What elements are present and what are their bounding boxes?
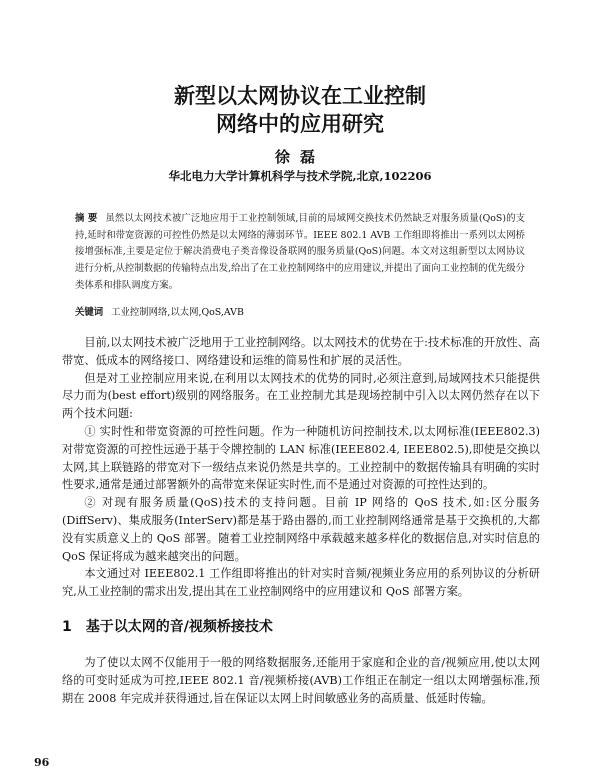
body-paragraph: 目前,以太网技术被广泛地用于工业控制网络。以太网技术的优势在于:技术标准的开放性、高带宽、低成本的网络接口、网络建设和运维的简易性和扩展的灵活性。 xyxy=(62,336,540,367)
section-number: 1 xyxy=(62,619,72,635)
abstract-text: 虽然以太网技术被广泛地应用于工业控制领域,目前的局域网交换技术仍然缺乏对服务质量(QoS)的支持,延时和带宽资源的可控性仍然是以太网络的薄弱环节。IEEE 802.1 AVB 工作组即将推出一系列以太网桥接增强标准,主要是定位于解决消费电子类音像设备联网的服务质量(QoS)问题。本文对这组新型以太网协议进行分析,从控制数据的传输特点出发,给出了在工业控制网络中的应用建议,并提出了面向工业控制的优先级分类体系和排队调度方案。 xyxy=(75,213,525,291)
body-paragraph: ② 对现有服务质量(QoS)技术的支持问题。目前 IP 网络的 QoS 技术,如:区分服务(DiffServ)、集成服务(InterServ)都是基于路由器的,而工业控制网络通常是基于交换机的,大都没有实质意义上的 QoS 部署。随着工业控制网络中承载越来越多样化的数据信息,对实时信息的 QoS 保证将成为越来越突出的问题。 xyxy=(62,496,540,563)
page-number: 96 xyxy=(34,756,50,769)
keywords-text: 工业控制网络,以太网,QoS,AVB xyxy=(111,307,244,318)
title-line-2: 网络中的应用研究 xyxy=(216,112,384,136)
body-paragraph: 为了使以太网不仅能用于一般的网络数据服务,还能用于家庭和企业的音/视频应用,使以太网络的可变时延成为可控,IEEE 802.1 音/视频桥接(AVB)工作组正在制定一组以太网增强标准,预期在 2008 年完成并获得通过,旨在保证以太网上时间敏感业务的高质量、低延时传输。 xyxy=(62,656,540,705)
affiliation: 华北电力大学计算机科学与技术学院,北京,102206 xyxy=(168,169,432,183)
keywords-label: 关键词 xyxy=(75,307,104,318)
body-paragraph: ① 实时性和带宽资源的可控性问题。作为一种随机访问控制技术,以太网标准(IEEE802.3)对带宽资源的可控性远逊于基于令牌控制的 LAN 标准(IEEE802.4, IEEE802.5),即使是交换以太网,其上联链路的带宽对下一级结点来说仍然是共享的。工业控制中的数据传输具有明确的实时性要求,通常是通过部署额外的高带宽来保证实时性,而不是通过对资源的可控性达到的。 xyxy=(62,424,540,492)
body-text xyxy=(62,334,540,601)
section-heading xyxy=(62,617,540,637)
title-line-1: 新型以太网协议在工业控制 xyxy=(174,84,426,108)
section-body xyxy=(62,654,540,707)
abstract-label: 摘 要 xyxy=(75,213,98,224)
section-title: 基于以太网的音/视频桥接技术 xyxy=(85,619,273,635)
keywords xyxy=(75,306,525,320)
body-paragraph: 本文通过对 IEEE802.1 工作组即将推出的针对实时音频/视频业务应用的系列协议的分析研究,从工业控制的需求出发,提出其在工业控制网络中的应用建议和 QoS 部署方案。 xyxy=(62,567,540,599)
abstract xyxy=(75,211,525,295)
author-name: 徐磊 xyxy=(274,148,325,166)
body-paragraph: 但是对工业控制应用来说,在利用以太网技术的优势的同时,必须注意到,局域网技术只能提供尽力而为(best effort)级别的网络服务。在工业控制尤其是现场控制中引入以太网仍然存在以下两个技术问题: xyxy=(62,371,540,421)
